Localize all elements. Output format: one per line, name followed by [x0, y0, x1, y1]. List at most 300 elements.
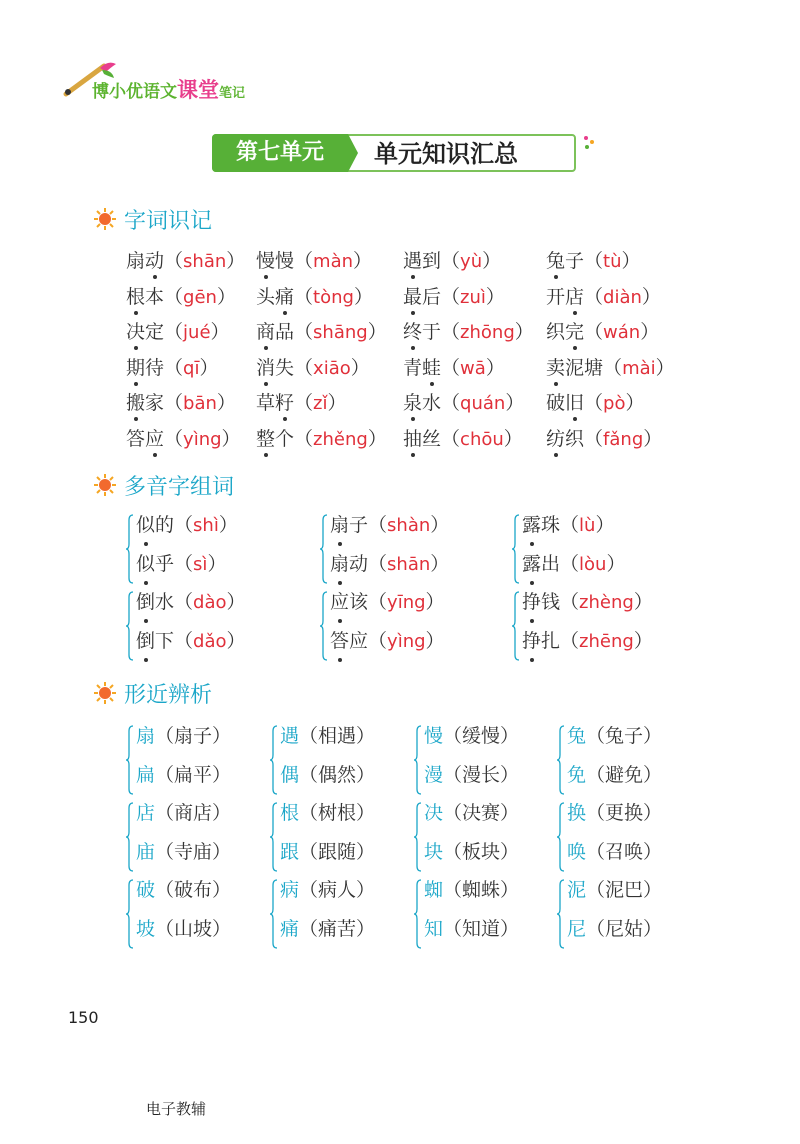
brace-icon: [414, 725, 422, 795]
paren: （: [443, 764, 463, 786]
paren: （: [368, 514, 388, 536]
brace-icon: [557, 802, 565, 872]
vocab-pinyin: quán: [460, 393, 506, 414]
brace-icon: [320, 514, 328, 584]
polyphone-char: 的: [155, 514, 175, 536]
vocab-char: 草: [256, 392, 276, 414]
paren: （: [441, 250, 461, 272]
vocab-char: 品: [275, 321, 295, 343]
vocab-pinyin: tòng: [313, 286, 354, 308]
similar-item: [136, 760, 231, 799]
brace-icon: [414, 802, 422, 872]
vocab-word: [256, 250, 294, 272]
paren: ）: [643, 725, 663, 747]
brace-icon: [270, 802, 278, 872]
polyphone-char: 该: [349, 591, 369, 613]
paren: （: [299, 764, 319, 786]
similar-char: 决: [424, 802, 444, 824]
brand-logo: [62, 58, 302, 108]
paren: （: [584, 427, 604, 450]
vocab-item: [126, 317, 230, 344]
vocab-word: [126, 321, 164, 343]
paren: ）: [514, 321, 534, 343]
similar-item: [136, 798, 231, 837]
vocab-char: 完: [565, 317, 584, 344]
vocab-char: 搬: [126, 388, 145, 415]
vocab-pinyin: qī: [183, 357, 200, 379]
vocab-word: [256, 392, 294, 414]
brand-part3: 笔记: [219, 86, 246, 101]
similar-word: 兔子: [605, 725, 644, 747]
paren: （: [586, 764, 606, 786]
polyphone-char: 似: [136, 510, 155, 540]
paren: ）: [367, 321, 387, 343]
paren: （: [299, 802, 319, 824]
vocab-char: 后: [422, 285, 442, 308]
polyphone-char: 应: [330, 587, 349, 617]
polyphone-item: [136, 587, 246, 626]
paren: （: [443, 802, 463, 824]
footer-text: 电子教辅: [146, 1100, 207, 1118]
polyphone-pinyin: shān: [387, 554, 431, 575]
paren: （: [560, 591, 580, 613]
polyphone-char: 扇: [330, 510, 349, 540]
paren: ）: [425, 591, 445, 613]
polyphone-item: [330, 549, 449, 588]
vocab-item: [546, 388, 645, 415]
vocab-char: 头: [256, 285, 276, 308]
paren: ）: [327, 392, 347, 414]
vocab-char: 塘: [584, 356, 604, 379]
polyphone-item: [522, 587, 653, 626]
paren: ）: [500, 879, 520, 901]
brand-part1: 博小优语文: [92, 82, 177, 102]
paren: （: [560, 553, 580, 575]
paren: ）: [353, 285, 373, 308]
paren: ）: [207, 553, 227, 575]
polyphone-char: 动: [349, 553, 369, 575]
unit-title: 单元知识汇总: [374, 140, 518, 168]
polyphone-char: 出: [541, 553, 561, 575]
vocab-item: [403, 317, 534, 344]
polyphone-char: 下: [155, 630, 175, 652]
section-heading-1: [94, 204, 212, 234]
paren: ）: [500, 841, 520, 863]
polyphone-char: 珠: [541, 514, 561, 536]
paren: ）: [430, 553, 450, 575]
paren: ）: [367, 427, 387, 450]
vocab-item: [546, 246, 641, 273]
paren: ）: [216, 285, 236, 308]
polyphone-group: [320, 510, 449, 588]
similar-item: [280, 914, 375, 953]
brace-icon: [414, 879, 422, 949]
paren: （: [586, 879, 606, 901]
vocab-pinyin: chōu: [460, 428, 504, 450]
brace-icon: [320, 591, 328, 661]
similar-item: [136, 837, 231, 876]
similar-item: [567, 837, 662, 876]
polyphone-pinyin: dǎo: [193, 631, 227, 652]
vocab-char: 到: [422, 250, 442, 272]
vocab-item: [256, 424, 387, 451]
polyphone-group: [126, 510, 238, 588]
unit-tag: 第七单元: [212, 134, 348, 172]
polyphone-item: [330, 626, 445, 665]
vocab-item: [126, 388, 236, 415]
similar-char: 免: [567, 764, 587, 786]
section-heading-3: [94, 678, 212, 708]
polyphone-pinyin: zhèng: [579, 592, 634, 613]
vocab-word: [403, 286, 441, 308]
paren: （: [368, 591, 388, 613]
section-heading-2: [94, 470, 234, 500]
polyphone-char: 钱: [541, 591, 561, 613]
unit-title-box: [212, 134, 576, 172]
paren: （: [155, 841, 175, 863]
paren: ）: [212, 841, 232, 863]
vocab-char: 子: [565, 250, 585, 272]
brace-icon: [270, 725, 278, 795]
paren: （: [586, 802, 606, 824]
similar-item: [424, 798, 519, 837]
similar-word: 召唤: [605, 841, 644, 863]
polyphone-group: [320, 587, 445, 665]
vocab-word: [546, 392, 584, 414]
similar-word: 避免: [605, 764, 644, 786]
paren: （: [586, 918, 606, 940]
paren: （: [299, 918, 319, 940]
paren: （: [443, 879, 463, 901]
vocab-item: [403, 353, 505, 380]
paren: （: [294, 356, 314, 379]
polyphone-char: 露: [522, 510, 541, 540]
paren: ）: [212, 918, 232, 940]
vocab-char: 织: [565, 427, 585, 450]
similar-item: [567, 798, 662, 837]
paren: （: [164, 356, 184, 379]
vocab-char: 遇: [403, 246, 422, 273]
section-title-3: 形近辨析: [124, 682, 213, 708]
similar-word: 寺庙: [174, 841, 213, 863]
similar-group: [557, 875, 662, 953]
paren: （: [443, 725, 463, 747]
vocab-pinyin: diàn: [603, 286, 642, 308]
vocab-item: [126, 424, 241, 451]
brace-icon: [270, 879, 278, 949]
vocab-word: [546, 286, 584, 308]
paren: （: [174, 553, 194, 575]
paren: （: [560, 514, 580, 536]
paren: （: [299, 725, 319, 747]
brace-icon: [126, 514, 134, 584]
vocab-char: 期: [126, 353, 145, 380]
vocab-char: 慢: [275, 250, 295, 272]
similar-item: [567, 914, 662, 953]
paren: （: [584, 250, 604, 272]
similar-item: [280, 875, 375, 914]
paren: ）: [216, 392, 236, 414]
similar-word: 病人: [318, 879, 357, 901]
similar-item: [136, 914, 231, 953]
vocab-char: 抽: [403, 424, 422, 451]
vocab-item: [403, 388, 524, 415]
paren: （: [174, 514, 194, 536]
similar-word: 缓慢: [462, 725, 501, 747]
paren: ）: [643, 764, 663, 786]
vocab-char: 开: [546, 285, 566, 308]
paren: ）: [643, 918, 663, 940]
paren: ）: [482, 250, 502, 272]
similar-item: [136, 721, 231, 760]
vocab-char: 个: [275, 427, 295, 450]
paren: ）: [625, 392, 645, 414]
similar-word: 树根: [318, 802, 357, 824]
polyphone-item: [136, 549, 238, 588]
paren: ）: [641, 285, 661, 308]
paren: ）: [606, 553, 626, 575]
paren: ）: [633, 630, 653, 652]
vocab-char: 破: [546, 392, 566, 414]
similar-word: 商店: [174, 802, 213, 824]
paren: （: [441, 321, 461, 343]
vocab-char: 答: [126, 427, 146, 450]
vocab-word: [126, 392, 164, 414]
vocab-word: [403, 357, 441, 379]
vocab-word: [126, 286, 164, 308]
vocab-char: 于: [422, 321, 442, 343]
paren: ）: [643, 802, 663, 824]
similar-item: [136, 875, 231, 914]
vocab-char: 籽: [275, 388, 294, 415]
polyphone-group: [126, 587, 246, 665]
vocab-pinyin: zhěng: [313, 428, 368, 450]
vocab-item: [256, 246, 372, 273]
paren: （: [155, 725, 175, 747]
similar-char: 遇: [280, 725, 300, 747]
similar-char: 泥: [567, 879, 587, 901]
similar-char: 病: [280, 879, 300, 901]
similar-item: [567, 875, 662, 914]
similar-word: 跟随: [318, 841, 357, 863]
paren: （: [164, 427, 184, 450]
similar-item: [424, 837, 519, 876]
page-number: 150: [68, 1008, 99, 1027]
similar-word: 扁平: [174, 764, 213, 786]
polyphone-pinyin: yìng: [387, 631, 426, 652]
brace-icon: [126, 802, 134, 872]
similar-word: 痛苦: [318, 918, 357, 940]
polyphone-item: [330, 510, 449, 549]
vocab-word: [126, 428, 164, 450]
similar-group: [414, 798, 519, 876]
vocab-pinyin: bān: [183, 393, 217, 414]
similar-char: 跟: [280, 841, 300, 863]
paren: ）: [226, 630, 246, 652]
polyphone-char: 答: [330, 626, 349, 656]
vocab-char: 商: [256, 317, 275, 344]
similar-group: [126, 798, 231, 876]
paren: （: [368, 553, 388, 575]
vocab-item: [546, 424, 662, 451]
vocab-item: [126, 246, 245, 273]
vocab-char: 店: [565, 282, 584, 309]
polyphone-item: [330, 587, 445, 626]
paren: （: [584, 285, 604, 308]
vocab-word: [546, 321, 584, 343]
similar-char: 坡: [136, 918, 156, 940]
polyphone-char: 水: [155, 591, 175, 613]
similar-item: [280, 760, 375, 799]
paren: （: [294, 285, 314, 308]
paren: （: [294, 427, 314, 450]
polyphone-char: 露: [522, 549, 541, 579]
similar-word: 相遇: [318, 725, 357, 747]
polyphone-char: 挣: [522, 587, 541, 617]
polyphone-group: [512, 510, 625, 588]
decor-dots-icon: [582, 134, 596, 152]
similar-group: [270, 798, 375, 876]
paren: ）: [485, 356, 505, 379]
paren: （: [294, 321, 314, 343]
paren: ）: [226, 591, 246, 613]
similar-word: 破布: [174, 879, 213, 901]
brace-icon: [512, 514, 520, 584]
vocab-word: [403, 321, 441, 343]
similar-word: 泥巴: [605, 879, 644, 901]
paren: （: [443, 918, 463, 940]
paren: ）: [212, 764, 232, 786]
paren: （: [155, 802, 175, 824]
paren: ）: [212, 879, 232, 901]
paren: ）: [199, 356, 219, 379]
similar-group: [414, 721, 519, 799]
paren: ）: [500, 802, 520, 824]
vocab-word: [546, 250, 584, 272]
vocab-char: 兔: [546, 246, 565, 273]
polyphone-pinyin: shì: [193, 515, 219, 536]
similar-group: [557, 721, 662, 799]
similar-item: [567, 760, 662, 799]
similar-group: [126, 875, 231, 953]
paren: （: [560, 630, 580, 652]
vocab-pinyin: pò: [603, 393, 626, 414]
vocab-item: [256, 282, 373, 309]
similar-word: 扇子: [174, 725, 213, 747]
vocab-char: 蛙: [422, 353, 441, 380]
similar-group: [126, 721, 231, 799]
similar-item: [567, 721, 662, 760]
paren: （: [441, 392, 461, 414]
similar-word: 知道: [462, 918, 501, 940]
vocab-char: 最: [403, 282, 422, 309]
section-title-2: 多音字组词: [124, 474, 235, 500]
vocab-word: [403, 428, 441, 450]
vocab-pinyin: màn: [313, 251, 354, 272]
polyphone-pinyin: yīng: [387, 592, 426, 613]
similar-word: 更换: [605, 802, 644, 824]
similar-word: 板块: [462, 841, 501, 863]
vocab-word: [126, 357, 164, 379]
similar-group: [270, 875, 375, 953]
vocab-item: [403, 424, 523, 451]
similar-char: 扇: [136, 725, 156, 747]
similar-char: 兔: [567, 725, 587, 747]
polyphone-pinyin: lù: [579, 515, 596, 536]
paren: （: [294, 392, 314, 414]
vocab-pinyin: shān: [183, 251, 227, 272]
vocab-pinyin: tù: [603, 251, 622, 272]
vocab-item: [403, 246, 501, 273]
polyphone-char: 似: [136, 549, 155, 579]
vocab-word: [256, 286, 294, 308]
vocab-item: [256, 317, 387, 344]
paren: ）: [595, 514, 615, 536]
vocab-char: 丝: [422, 427, 442, 450]
vocab-char: 家: [145, 392, 165, 414]
paren: ）: [356, 879, 376, 901]
similar-char: 痛: [280, 918, 300, 940]
brand-part2: 课堂: [177, 78, 219, 102]
paren: ）: [212, 725, 232, 747]
paren: （: [299, 841, 319, 863]
paren: ）: [500, 764, 520, 786]
brace-icon: [557, 725, 565, 795]
paren: （: [443, 841, 463, 863]
vocab-char: 青: [403, 356, 423, 379]
polyphone-group: [512, 587, 653, 665]
similar-char: 慢: [424, 725, 444, 747]
brace-icon: [126, 591, 134, 661]
vocab-pinyin: jué: [183, 322, 211, 343]
sun-icon: [94, 474, 116, 496]
similar-char: 根: [280, 802, 300, 824]
paren: （: [155, 879, 175, 901]
paren: ）: [350, 356, 370, 379]
similar-item: [424, 914, 519, 953]
polyphone-item: [522, 510, 625, 549]
paren: （: [584, 321, 604, 343]
polyphone-char: 乎: [155, 553, 175, 575]
vocab-char: 扇: [126, 250, 146, 272]
paren: ）: [505, 392, 525, 414]
similar-char: 知: [424, 918, 444, 940]
vocab-pinyin: wán: [603, 322, 641, 343]
paren: ）: [210, 321, 230, 343]
polyphone-char: 扎: [541, 630, 561, 652]
brand-text: [92, 74, 245, 104]
vocab-char: 纺: [546, 424, 565, 451]
vocab-word: [403, 250, 441, 272]
sun-icon: [94, 208, 116, 230]
polyphone-item: [136, 510, 238, 549]
similar-group: [557, 798, 662, 876]
paren: （: [441, 427, 461, 450]
brace-icon: [126, 725, 134, 795]
vocab-word: [403, 392, 441, 414]
paren: （: [164, 392, 184, 414]
paren: （: [164, 250, 184, 272]
paren: （: [155, 918, 175, 940]
similar-item: [280, 798, 375, 837]
similar-item: [424, 760, 519, 799]
paren: ）: [356, 725, 376, 747]
paren: ）: [356, 841, 376, 863]
similar-word: 偶然: [318, 764, 357, 786]
vocab-char: 慢: [256, 246, 275, 273]
polyphone-pinyin: sì: [193, 554, 208, 575]
paren: （: [155, 764, 175, 786]
